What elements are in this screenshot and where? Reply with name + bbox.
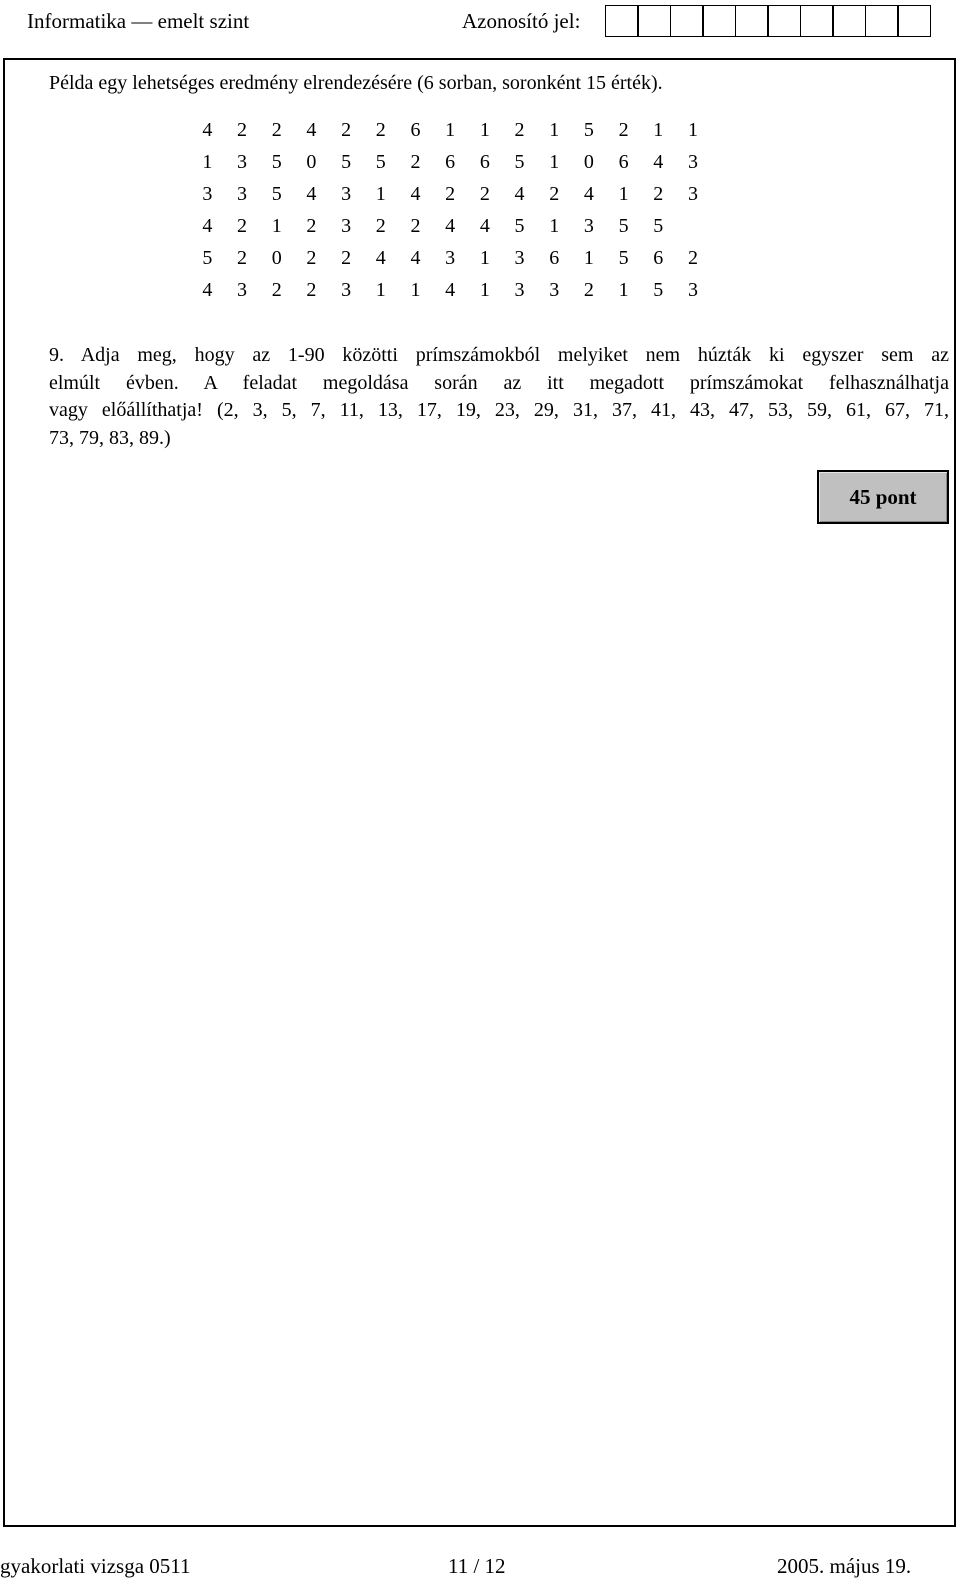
grid-cell: 0 xyxy=(583,151,594,173)
grid-cell: 2 xyxy=(618,119,629,141)
id-box[interactable] xyxy=(702,5,736,37)
grid-cell: 2 xyxy=(271,279,282,301)
grid-cell: 6 xyxy=(410,119,421,141)
grid-cell: 3 xyxy=(237,279,248,301)
grid-cell: 5 xyxy=(271,183,282,205)
grid-cell: 3 xyxy=(549,279,560,301)
grid-cell: 3 xyxy=(583,215,594,237)
grid-cell: 0 xyxy=(271,247,282,269)
id-box[interactable] xyxy=(800,5,834,37)
id-box[interactable] xyxy=(605,5,639,37)
grid-cell: 1 xyxy=(549,119,560,141)
grid-cell: 5 xyxy=(583,119,594,141)
grid-cell: 1 xyxy=(202,151,213,173)
grid-row xyxy=(190,146,710,178)
grid-cell: 2 xyxy=(653,183,664,205)
number-grid xyxy=(190,114,710,306)
grid-cell: 4 xyxy=(306,183,317,205)
grid-cell: 4 xyxy=(410,247,421,269)
grid-cell: 4 xyxy=(653,151,664,173)
grid-row xyxy=(190,274,710,306)
id-box[interactable] xyxy=(897,5,931,37)
grid-cell: 4 xyxy=(479,215,490,237)
points-label: 45 pont xyxy=(849,484,917,509)
grid-cell: 4 xyxy=(445,279,456,301)
grid-cell: 2 xyxy=(583,279,594,301)
task-line-1 xyxy=(49,342,949,370)
grid-cell: 2 xyxy=(237,215,248,237)
points-box xyxy=(817,470,949,524)
grid-cell: 2 xyxy=(306,247,317,269)
id-box[interactable] xyxy=(865,5,899,37)
grid-cell: 2 xyxy=(341,119,352,141)
grid-cell: 1 xyxy=(687,119,698,141)
grid-cell: 1 xyxy=(549,215,560,237)
grid-cell: 0 xyxy=(306,151,317,173)
grid-cell: 3 xyxy=(687,279,698,301)
id-box[interactable] xyxy=(670,5,704,37)
grid-cell: 1 xyxy=(479,247,490,269)
grid-cell: 1 xyxy=(653,119,664,141)
grid-cell: 2 xyxy=(306,279,317,301)
grid-cell: 3 xyxy=(445,247,456,269)
grid-cell: 6 xyxy=(479,151,490,173)
grid-cell: 3 xyxy=(237,151,248,173)
grid-cell: 1 xyxy=(618,183,629,205)
grid-row xyxy=(190,114,710,146)
id-box[interactable] xyxy=(832,5,866,37)
grid-cell: 4 xyxy=(202,279,213,301)
grid-cell: 3 xyxy=(687,151,698,173)
grid-cell: 2 xyxy=(306,215,317,237)
grid-cell: 3 xyxy=(514,279,525,301)
grid-cell: 5 xyxy=(514,215,525,237)
grid-cell: 1 xyxy=(618,279,629,301)
grid-cell: 5 xyxy=(653,215,664,237)
grid-cell: 2 xyxy=(514,119,525,141)
intro-text: Példa egy lehetséges eredmény elrendezésére (6 sorban, soronként 15 érték). xyxy=(49,72,663,94)
grid-cell: 1 xyxy=(549,151,560,173)
grid-cell: 3 xyxy=(237,183,248,205)
grid-cell: 1 xyxy=(375,183,386,205)
footer-exam: gyakorlati vizsga 0511 xyxy=(0,1554,191,1578)
grid-row xyxy=(190,178,710,210)
task-line-4: 73, 79, 83, 89.) xyxy=(49,426,171,449)
grid-cell: 2 xyxy=(341,247,352,269)
grid-cell: 4 xyxy=(583,183,594,205)
task-line-2: elmúlt évben. A feladat megoldása során az itt megadott prímszámokat felhasználhatja xyxy=(49,371,949,394)
grid-cell: 4 xyxy=(410,183,421,205)
grid-cell: 1 xyxy=(479,119,490,141)
grid-cell: 1 xyxy=(375,279,386,301)
grid-cell: 3 xyxy=(341,183,352,205)
grid-cell: 4 xyxy=(445,215,456,237)
grid-cell: 3 xyxy=(341,215,352,237)
grid-cell: 3 xyxy=(202,183,213,205)
task-9 xyxy=(49,342,949,452)
grid-cell: 5 xyxy=(341,151,352,173)
grid-cell: 4 xyxy=(202,215,213,237)
grid-cell: 4 xyxy=(306,119,317,141)
id-box[interactable] xyxy=(767,5,801,37)
grid-cell: 2 xyxy=(237,247,248,269)
task-text-1: Adja meg, hogy az 1-90 közötti prímszámokból melyiket nem húzták ki egyszer sem az xyxy=(80,344,949,366)
grid-cell: 3 xyxy=(341,279,352,301)
grid-cell: 6 xyxy=(549,247,560,269)
grid-cell: 6 xyxy=(618,151,629,173)
grid-cell: 2 xyxy=(479,183,490,205)
grid-cell: 5 xyxy=(514,151,525,173)
grid-cell: 6 xyxy=(445,151,456,173)
footer-page: 11 / 12 xyxy=(448,1554,506,1578)
id-label: Azonosító jel: xyxy=(462,9,581,33)
grid-cell: 5 xyxy=(271,151,282,173)
grid-cell: 1 xyxy=(583,247,594,269)
grid-cell: 4 xyxy=(202,119,213,141)
grid-cell: 5 xyxy=(202,247,213,269)
grid-cell: 2 xyxy=(410,215,421,237)
grid-cell: 4 xyxy=(514,183,525,205)
grid-cell: 1 xyxy=(445,119,456,141)
grid-cell: 2 xyxy=(375,119,386,141)
grid-cell: 4 xyxy=(375,247,386,269)
grid-cell: 1 xyxy=(479,279,490,301)
id-boxes[interactable] xyxy=(606,5,931,37)
grid-cell: 2 xyxy=(410,151,421,173)
grid-cell: 2 xyxy=(271,119,282,141)
grid-cell: 5 xyxy=(618,215,629,237)
task-number: 9. xyxy=(49,344,64,366)
grid-cell: 6 xyxy=(653,247,664,269)
grid-cell: 2 xyxy=(237,119,248,141)
grid-row xyxy=(190,242,710,274)
footer-date: 2005. május 19. xyxy=(777,1554,912,1578)
grid-cell: 1 xyxy=(271,215,282,237)
grid-cell: 2 xyxy=(375,215,386,237)
grid-cell: 5 xyxy=(618,247,629,269)
grid-cell: 2 xyxy=(549,183,560,205)
grid-cell: 3 xyxy=(687,183,698,205)
id-box[interactable] xyxy=(735,5,769,37)
header-title: Informatika — emelt szint xyxy=(27,9,250,33)
grid-row xyxy=(190,210,710,242)
grid-cell: 5 xyxy=(375,151,386,173)
grid-cell: 5 xyxy=(653,279,664,301)
grid-cell: 2 xyxy=(687,247,698,269)
task-line-3: vagy előállíthatja! (2, 3, 5, 7, 11, 13, 17, 19, 23, 29, 31, 37, 41, 43, 47, 53, 59, 61, 67, 71, xyxy=(49,399,949,421)
grid-cell: 3 xyxy=(514,247,525,269)
grid-cell: 2 xyxy=(445,183,456,205)
grid-cell: 1 xyxy=(410,279,421,301)
id-box[interactable] xyxy=(637,5,671,37)
